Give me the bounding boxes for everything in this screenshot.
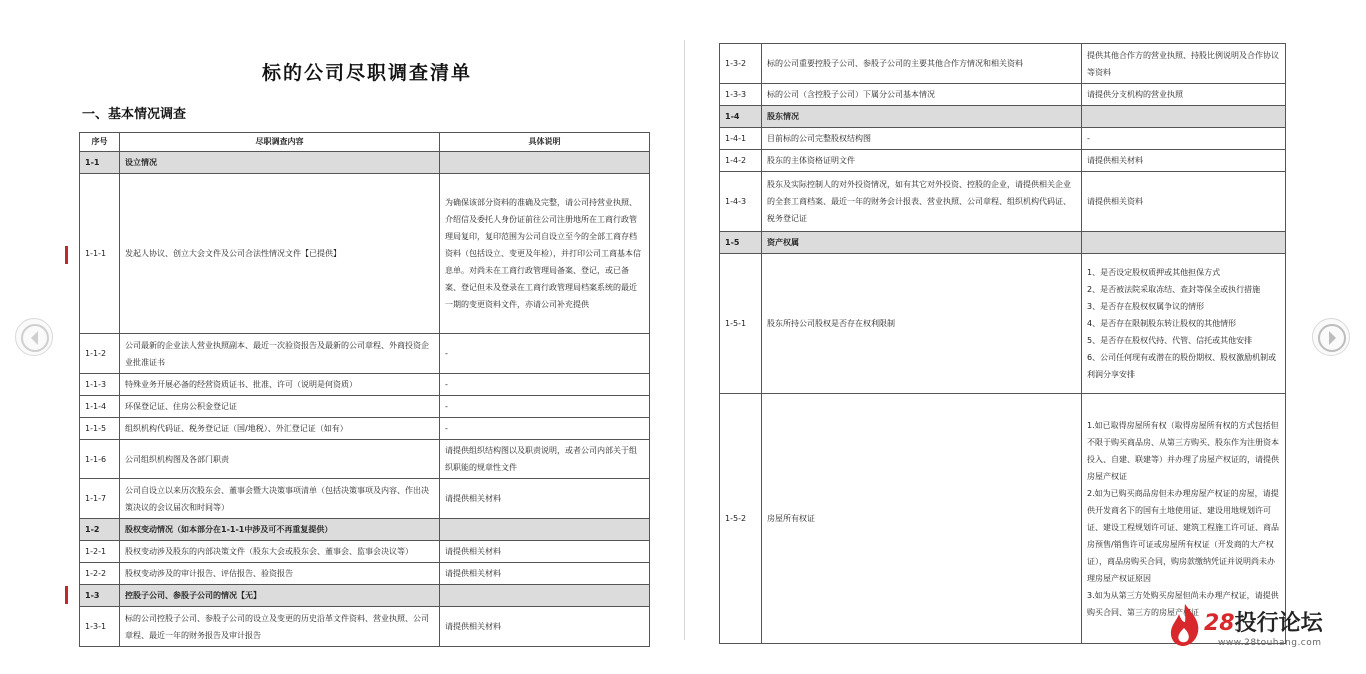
highlight-mark <box>65 246 68 264</box>
cell-no: 1-1-4 <box>80 396 120 418</box>
table-row <box>720 128 1286 150</box>
cell-no: 1-2-2 <box>80 563 120 585</box>
cell-detail: 请提供相关材料 <box>440 541 650 563</box>
cell-no: 1-3-3 <box>720 84 762 106</box>
table-row <box>80 334 650 374</box>
section-row <box>80 152 650 174</box>
cell-content: 房屋所有权证 <box>762 394 1082 644</box>
chevron-right-icon <box>1313 319 1351 357</box>
cell-no: 1-5 <box>720 232 762 254</box>
table-row <box>80 174 650 334</box>
cell-detail: - <box>440 396 650 418</box>
table-header-row <box>80 133 650 152</box>
section-row <box>80 519 650 541</box>
cell-content: 股东所持公司股权是否存在权利限制 <box>762 254 1082 394</box>
table-row <box>80 418 650 440</box>
cell-content: 环保登记证、住房公积金登记证 <box>120 396 440 418</box>
cell-detail: 请提供相关材料 <box>440 479 650 519</box>
cell-no: 1-1-7 <box>80 479 120 519</box>
cell-detail: 提供其他合作方的营业执照、持股比例说明及合作协议等资料 <box>1082 44 1286 84</box>
table-row <box>80 479 650 519</box>
cell-content: 控股子公司、参股子公司的情况【无】 <box>120 585 440 607</box>
cell-no: 1-3-2 <box>720 44 762 84</box>
table-row <box>720 254 1286 394</box>
cell-detail: 请提供相关资料 <box>1082 172 1286 232</box>
header-no: 序号 <box>80 133 120 152</box>
chevron-left-icon <box>16 319 54 357</box>
watermark-brand-number: 28 <box>1204 611 1235 636</box>
right-page <box>690 0 1310 674</box>
cell-content: 公司最新的企业法人营业执照副本、最近一次验资报告及最新的公司章程、外商投资企业批准证书 <box>120 334 440 374</box>
cell-content: 标的公司控股子公司、参股子公司的设立及变更的历史沿革文件资料、营业执照、公司章程、最近一年的财务报告及审计报告 <box>120 607 440 647</box>
cell-no: 1-2 <box>80 519 120 541</box>
cell-no: 1-3 <box>80 585 120 607</box>
next-page-button[interactable] <box>1312 318 1350 356</box>
cell-no: 1-3-1 <box>80 607 120 647</box>
cell-detail <box>1082 232 1286 254</box>
cell-content: 公司组织机构图及各部门职责 <box>120 440 440 479</box>
page-divider <box>684 40 685 640</box>
cell-no: 1-5-1 <box>720 254 762 394</box>
cell-content: 资产权属 <box>762 232 1082 254</box>
cell-no: 1-4-3 <box>720 172 762 232</box>
cell-content: 股权变动情况（如本部分在1-1-1中涉及可不再重复提供） <box>120 519 440 541</box>
cell-no: 1-4-2 <box>720 150 762 172</box>
watermark <box>1168 600 1358 660</box>
section-row <box>720 106 1286 128</box>
cell-content: 设立情况 <box>120 152 440 174</box>
table-row <box>80 563 650 585</box>
cell-detail <box>1082 106 1286 128</box>
left-table <box>79 132 650 647</box>
cell-content: 股东及实际控制人的对外投资情况，如有其它对外投资、控股的企业，请提供相关企业的全套工商档案、最近一年的财务会计报表、营业执照、公司章程、组织机构代码证、税务登记证 <box>762 172 1082 232</box>
cell-content: 特殊业务开展必备的经营资质证书、批准、许可（说明是何资质） <box>120 374 440 396</box>
cell-detail: 请提供相关材料 <box>440 563 650 585</box>
cell-content: 发起人协议、创立大会文件及公司合法性情况文件【已提供】 <box>120 174 440 334</box>
left-page <box>62 0 672 674</box>
highlight-mark <box>65 586 68 604</box>
cell-detail: - <box>1082 128 1286 150</box>
table-row <box>80 541 650 563</box>
section-title: 一、基本情况调查 <box>82 107 187 122</box>
table-row <box>720 172 1286 232</box>
section-row <box>720 232 1286 254</box>
cell-no: 1-1-6 <box>80 440 120 479</box>
cell-detail: - <box>440 334 650 374</box>
cell-content: 股东情况 <box>762 106 1082 128</box>
cell-content: 股东的主体资格证明文件 <box>762 150 1082 172</box>
previous-page-button[interactable] <box>15 318 53 356</box>
table-row <box>720 150 1286 172</box>
cell-detail: 请提供相关材料 <box>440 607 650 647</box>
cell-content: 股权变动涉及的审计报告、评估报告、验资报告 <box>120 563 440 585</box>
cell-content: 组织机构代码证、税务登记证（国/地税）、外汇登记证（如有） <box>120 418 440 440</box>
cell-no: 1-1-5 <box>80 418 120 440</box>
header-content: 尽职调查内容 <box>120 133 440 152</box>
table-row <box>720 44 1286 84</box>
cell-detail: 为确保该部分资料的准确及完整，请公司持营业执照、介绍信及委托人身份证前往公司注册地所在工商行政管理局复印，复印范围为公司自设立至今的全部工商存档资料（包括设立、变更及年检），并打印公司工商基本信息单。对尚未在工商行政管理局备案、登记，或已备案、登记但未及登录在工商行政管理局档案系统的最近一期的变更资料文件，亦请公司补充提供 <box>440 174 650 334</box>
table-row <box>80 440 650 479</box>
cell-detail: 请提供分支机构的营业执照 <box>1082 84 1286 106</box>
header-detail: 具体说明 <box>440 133 650 152</box>
flame-logo-icon <box>1168 602 1202 648</box>
table-row <box>80 396 650 418</box>
cell-no: 1-1-3 <box>80 374 120 396</box>
cell-content: 股权变动涉及股东的内部决策文件（股东大会或股东会、董事会、监事会决议等） <box>120 541 440 563</box>
cell-no: 1-1 <box>80 152 120 174</box>
cell-detail: 1、是否设定股权质押或其他担保方式 2、是否被法院采取冻结、查封等保全或执行措施 3、是否存在股权权属争议的情形 4、是否存在限制股东转让股权的其他情形 5、是否存在股权代持、代管、信托或其他安排 6、公司任何现有或潜在的股份期权、股权激励机制或利润分享安排 <box>1082 254 1286 394</box>
table-row <box>80 374 650 396</box>
cell-no: 1-4 <box>720 106 762 128</box>
document-title: 标的公司尽职调查清单 <box>261 62 472 84</box>
section-row <box>80 585 650 607</box>
cell-content: 目前标的公司完整股权结构图 <box>762 128 1082 150</box>
cell-no: 1-1-2 <box>80 334 120 374</box>
cell-content: 标的公司重要控股子公司、参股子公司的主要其他合作方情况和相关资料 <box>762 44 1082 84</box>
table-row <box>720 84 1286 106</box>
cell-no: 1-2-1 <box>80 541 120 563</box>
watermark-url: www.28touhang.com <box>1218 638 1322 648</box>
table-row <box>80 607 650 647</box>
cell-detail: 1.如已取得房屋所有权（取得房屋所有权的方式包括但不限于购买商品房、从第三方购买、股东作为注册资本投入、自建、联建等）并办理了房屋产权证的，请提供房屋产权证 2.如为已购买商品房但未办理房屋产权证的房屋，请提供开发商名下的国有土地使用证、建设用地规划许可证、建设工程规划许可证、建筑工程施工许可证、商品房预售/销售许可证或房屋所有权证（开发商的大产权证），商品房购买合同，购房款缴纳凭证并说明尚未办理房屋产权证原因 3.如为从第三方处购买房屋但尚未办理产权证，请提供购买合同、第三方的房屋产权证 <box>1082 394 1286 644</box>
cell-no: 1-1-1 <box>80 174 120 334</box>
cell-detail: - <box>440 374 650 396</box>
cell-content: 公司自设立以来历次股东会、董事会暨大决策事项清单（包括决策事项及内容、作出决策决议的会议届次和时间等） <box>120 479 440 519</box>
right-table <box>719 43 1286 644</box>
cell-detail <box>440 519 650 541</box>
cell-no: 1-4-1 <box>720 128 762 150</box>
cell-detail: 请提供组织结构图以及职责说明，或者公司内部关于组织职能的规章性文件 <box>440 440 650 479</box>
cell-no: 1-5-2 <box>720 394 762 644</box>
cell-detail <box>440 585 650 607</box>
cell-detail: 请提供相关材料 <box>1082 150 1286 172</box>
cell-detail <box>440 152 650 174</box>
cell-content: 标的公司（含控股子公司）下属分公司基本情况 <box>762 84 1082 106</box>
cell-detail: - <box>440 418 650 440</box>
watermark-brand <box>1204 606 1323 637</box>
watermark-brand-text: 投行论坛 <box>1234 611 1323 636</box>
